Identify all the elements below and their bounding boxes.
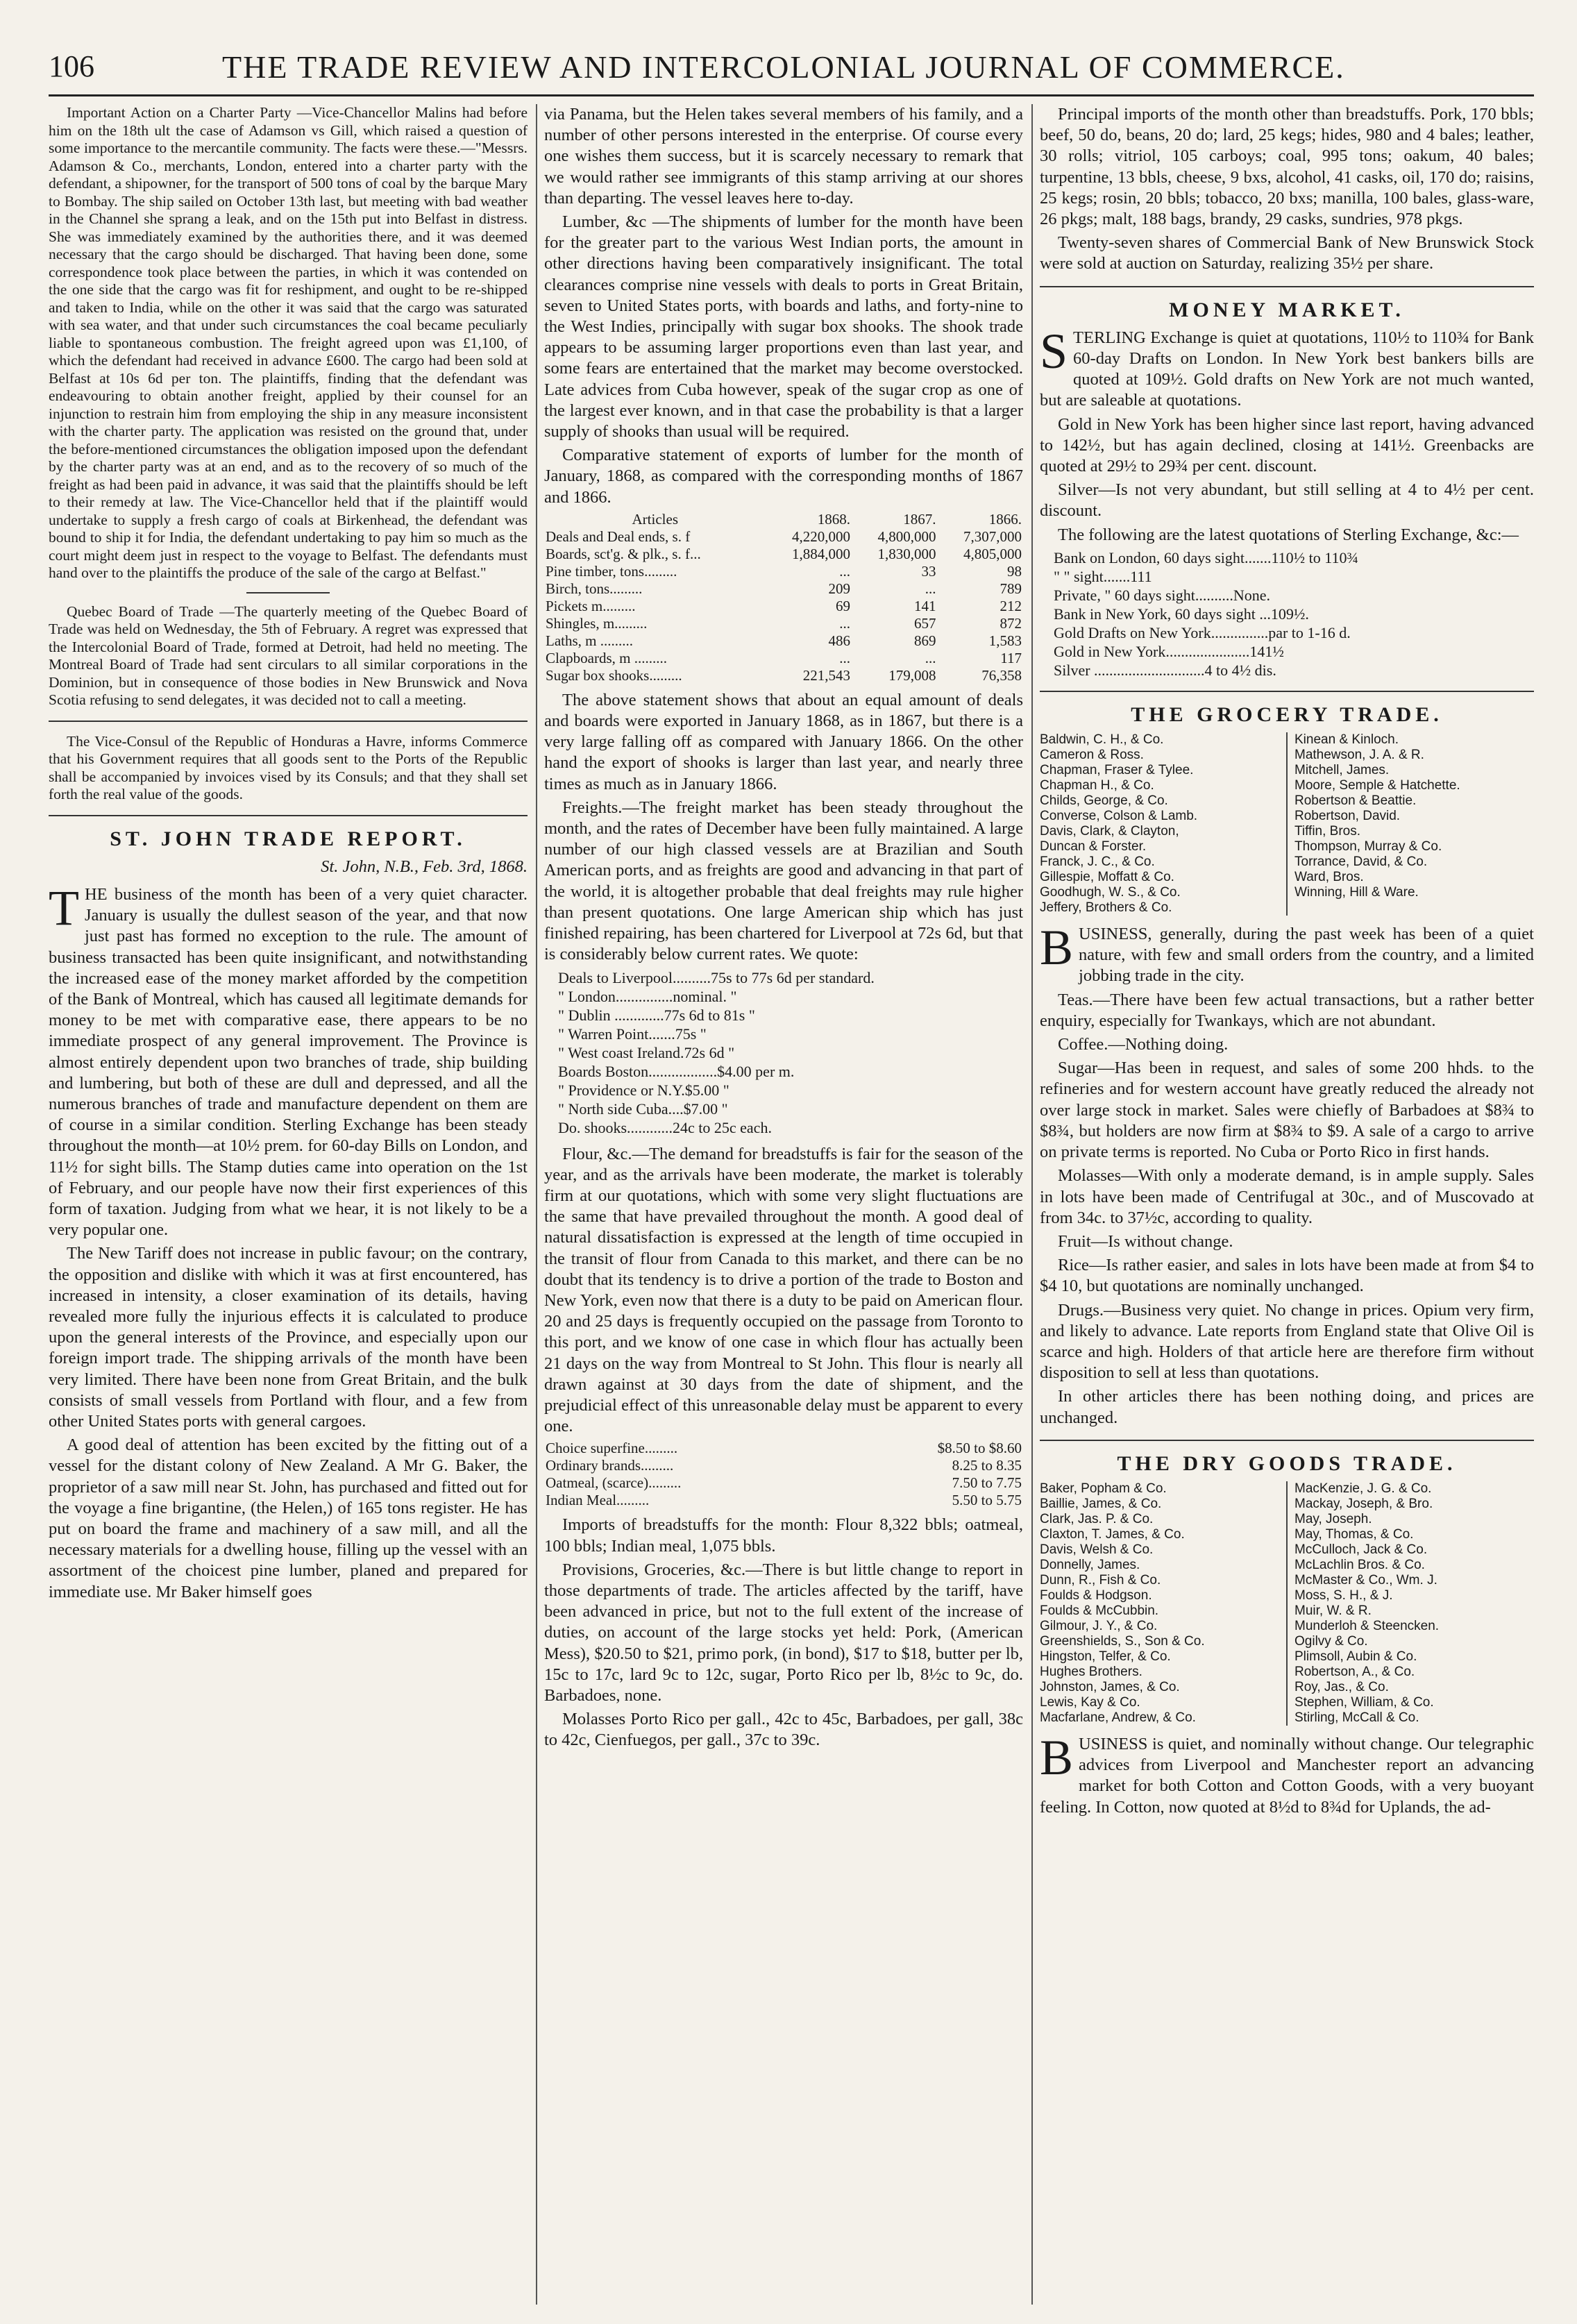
table-cell: 872	[1000, 614, 1022, 632]
st-john-para: The New Tariff does not increase in public favour; on the contrary, the opposition and dislike with which it was at first encountered, has increased in intensity, a closer examination of its details, having revealed more fully the injurious effects it is calculated to produce upon the general interests of the Province, and especially upon our foreign import trade. The shipping arrivals of the month have been very limited. There have been none from Great Britain, and the bulk consists of small vessels from Portland with flour, and a few from other United States ports with general cargoes.	[49, 1244, 528, 1431]
table-cell: 221,543	[802, 666, 851, 684]
table-row	[544, 1457, 1023, 1474]
flour-prices-table	[544, 1440, 1023, 1509]
table-header: 1866.	[988, 510, 1022, 528]
drop-cap: S	[1040, 323, 1068, 379]
table-cell: ...	[839, 649, 851, 666]
firm-name: Robertson & Beattie.	[1295, 793, 1417, 809]
st-john-text: HE business of the month has been of a very quiet character. January is usually the dullest season of the year, and that now just past has formed no exception to the rule. The amount of business transacted has been quite insignificant, and notwithstanding the increased ease of the money market afforded by the competition of the Bank of Montreal, which has caused all legitimate demands for money to be met with comparative ease, there appears to be no immediate prospect of any general improvement. The Province is almost entirely dependent upon two branches of trade, ship building and lumbering, but both of these are dull and depressed, and all the numerous branches of trade and manufacture dependent on them are of course in a similar condition. Sterling Exchange has been steady throughout the month—at 10½ prem. for 60-day Bills on London, and 11½ for sight bills. The Stamp duties came into operation on the 1st of February, and our people have now their first experiences of this form of taxation. Judging from what we hear, it is not likely to be a very popular one.	[49, 884, 528, 1240]
table-cell: 76,358	[981, 666, 1022, 684]
table-cell: Birch, tons.........	[546, 580, 643, 597]
table-cell: 7,307,000	[963, 528, 1022, 545]
journal-title: THE TRADE REVIEW AND INTERCOLONIAL JOURNAL OF COMMERCE.	[222, 49, 1345, 85]
lumber-statement-intro: Comparative statement of exports of lumber for the month of January, 1868, as compared with the corresponding months of 1867 and 1866.	[544, 446, 1023, 507]
firm-name: Foulds & Hodgson.	[1040, 1588, 1152, 1603]
firm-name: Mathewson, J. A. & R.	[1295, 748, 1424, 763]
firm-name: Baillie, James, & Co.	[1040, 1496, 1162, 1511]
firm-name: McLachlin Bros. & Co.	[1295, 1557, 1425, 1572]
firm-name: Chapman, Fraser & Tylee.	[1040, 763, 1194, 778]
table-cell: 8.25 to 8.35	[952, 1457, 1022, 1474]
drop-cap: T	[49, 879, 79, 936]
grocery-firms	[1040, 732, 1534, 916]
st-john-continued: via Panama, but the Helen takes several members of his family, and a number of other persons interested in the enterprise. Of course every one wishes them success, but it is scarcely necessary to remark that we would rather see immigrants of this stamp arriving at our shores than departing. The vessel leaves here to-day.	[544, 105, 1023, 208]
firm-name: McMaster & Co., Wm. J.	[1295, 1572, 1437, 1588]
grocery-para: Teas.—There have been few actual transactions, but a rather better enquiry, especially for Twankays, which are not abundant.	[1040, 990, 1534, 1030]
table-cell: Laths, m .........	[546, 632, 633, 649]
table-cell: 789	[1000, 580, 1022, 597]
firm-name: May, Thomas, & Co.	[1295, 1526, 1414, 1542]
table-cell: Clapboards, m .........	[546, 649, 667, 666]
divider	[1286, 1481, 1288, 1726]
firm-name: Hingston, Telfer, & Co.	[1040, 1649, 1171, 1664]
table-cell: Indian Meal.........	[546, 1492, 650, 1509]
firm-name: Claxton, T. James, & Co.	[1040, 1526, 1185, 1542]
column-rule	[1031, 104, 1033, 2305]
table-cell: 33	[921, 562, 936, 580]
principal-imports: Principal imports of the month other than breadstuffs. Pork, 170 bbls; beef, 50 do, beans, 20 do; lard, 25 kegs; hides, 980 and 4 bales; leather, 30 rolls; vitriol, 105 carboys; coal, 995 tons; oakum, 40 bales; turpentine, 13 bbls, cheese, 9 bxs, alcohol, 41 casks, oil, 170 do; raisins, 25 kegs; rosin, 20 bbls; tobacco, 20 bxs; manilla, 100 bales, glass-ware, 26 pkgs; malt, 188 bags, brandy, 29 casks, sundries, 978 pkgs.	[1040, 105, 1534, 229]
list-item: Bank in New York, 60 days sight ...109½.	[1054, 605, 1309, 623]
separator	[1040, 1440, 1534, 1441]
grocery-para: Coffee.—Nothing doing.	[1058, 1035, 1229, 1054]
list-item: Private, " 60 days sight..........None.	[1054, 586, 1271, 604]
bank-shares: Twenty-seven shares of Commercial Bank of New Brunswick Stock were sold at auction on Saturday, realizing 35½ per share.	[1040, 233, 1534, 273]
firm-name: Franck, J. C., & Co.	[1040, 854, 1155, 870]
drop-cap: B	[1040, 1729, 1074, 1785]
table-cell: ...	[925, 580, 936, 597]
table-cell: ...	[925, 649, 936, 666]
table-row	[544, 1492, 1023, 1509]
st-john-para: A good deal of attention has been excited by the fitting out of a vessel for the distant colony of New Zealand. A Mr G. Baker, the proprietor of a saw mill near St. John, has purchased and fitted out for the voyage a fine brigantine, (the Helen,) of 165 tons register. He has put on board the frame and machinery of a saw mill, and all the necessary materials for a dwelling house, filling up the vessel with an assortment of the choicest pine lumber, planed and prepared for immediate use. Mr Baker himself goes	[49, 1435, 528, 1601]
freight-quotes	[558, 968, 1023, 1137]
table-row	[544, 632, 1023, 650]
firm-list-right	[1295, 732, 1534, 916]
table-cell: 141	[914, 597, 936, 614]
firm-name: Jeffery, Brothers & Co.	[1040, 900, 1172, 916]
list-item: Boards Boston..................$4.00 per m.	[558, 1062, 795, 1080]
money-para: The following are the latest quotations of Sterling Exchange, &c:—	[1058, 525, 1519, 544]
table-cell: 212	[1000, 597, 1022, 614]
firm-name: Baldwin, C. H., & Co.	[1040, 732, 1164, 748]
table-cell: 209	[828, 580, 851, 597]
drop-cap: B	[1040, 920, 1074, 976]
lumber-para: Lumber, &c —The shipments of lumber for the month have been for the greater part to the various West Indian ports, the amount in other directions having been comparatively insignificant. The total clearances comprise nine vessels with deals to ports in Great Britain, seven to United States ports, with boards and laths, and forty-nine to the West Indies, principally with sugar box shooks. The shook trade appears to be assuming larger proportions even than last year, and some fears are entertained that the market may become overstocked. Late advices from Cuba however, speak of the sugar crop as one of the largest ever known, and in that case the probability is that a larger supply of shooks than usual will be required.	[544, 212, 1023, 441]
table-cell: 1,830,000	[877, 545, 936, 562]
list-item: " Dublin .............77s 6d to 81s "	[558, 1006, 755, 1024]
dry-goods-para	[1040, 1729, 1534, 1818]
table-cell: Shingles, m.........	[546, 614, 648, 632]
firm-name: Tiffin, Bros.	[1295, 824, 1361, 839]
table-row	[544, 667, 1023, 684]
table-row	[544, 1474, 1023, 1492]
table-cell: Choice superfine.........	[546, 1440, 678, 1457]
firm-name: MacKenzie, J. G. & Co.	[1295, 1481, 1432, 1496]
table-cell: Sugar box shooks.........	[546, 666, 682, 684]
table-cell: 486	[828, 632, 851, 649]
firm-name: Roy, Jas., & Co.	[1295, 1679, 1389, 1694]
divider	[1286, 732, 1288, 916]
separator	[49, 815, 528, 816]
column-middle	[544, 104, 1023, 2305]
table-row	[544, 528, 1023, 546]
table-row	[544, 546, 1023, 563]
table-cell: 4,805,000	[963, 545, 1022, 562]
freights-para: Freights.—The freight market has been steady throughout the month, and the rates of December have been fully maintained. A large number of our high classed vessels are at Brazilian and South American ports, and as freights are good and advancing in that part of the world, it is altogether probable that deal freights may rule higher than present quotations. One large American ship which has just finished repairing, has been chartered for Liverpool at 72s 6d, but that is considerably below current rates. We quote:	[544, 798, 1023, 964]
table-cell: 179,008	[888, 666, 936, 684]
firm-name: Moore, Semple & Hatchette.	[1295, 778, 1460, 793]
list-item: " London...............nominal. "	[558, 987, 737, 1005]
table-cell: Oatmeal, (scarce).........	[546, 1474, 682, 1492]
firm-name: Stirling, McCall & Co.	[1295, 1710, 1419, 1725]
section-heading-grocery: THE GROCERY TRADE.	[1131, 702, 1443, 726]
grocery-para: Molasses—With only a moderate demand, is in ample supply. Sales in lots have been made of Centrifugal at 30c., and of Muscovado at from 34c. to 37½c, according to quality.	[1040, 1166, 1534, 1227]
firm-name: Foulds & McCubbin.	[1040, 1603, 1159, 1618]
firm-name: Thompson, Murray & Co.	[1295, 839, 1442, 854]
firm-name: Moss, S. H., & J.	[1295, 1588, 1393, 1603]
table-row	[544, 650, 1023, 667]
money-text: TERLING Exchange is quiet at quotations, 110½ to 110¾ for Bank 60-day Drafts on London. In New York best bankers bills are quoted at 109½. Gold drafts on New York are not much wanted, but are saleable at quotations.	[1040, 328, 1534, 410]
firm-name: Davis, Clark, & Clayton,	[1040, 824, 1179, 839]
grocery-text: USINESS, generally, during the past week has been of a quiet nature, with few and small orders from the country, and a limited jobbing trade in the city.	[1079, 925, 1534, 986]
dry-goods-firms	[1040, 1481, 1534, 1726]
dateline: St. John, N.B., Feb. 3rd, 1868.	[321, 857, 528, 876]
dry-goods-text: USINESS is quiet, and nominally without change. Our telegraphic advices from Liverpool and Manchester report an advancing market for both Cotton and Cotton Goods, with a very buoyant feeling. In Cotton, now quoted at 8½d to 8¾d for Uplands, the ad-	[1040, 1734, 1534, 1817]
table-row	[544, 598, 1023, 615]
table-cell: $8.50 to $8.60	[937, 1440, 1022, 1457]
table-cell: 869	[914, 632, 936, 649]
list-item: Silver .............................4 to 4½ dis.	[1054, 661, 1276, 679]
list-item: Gold Drafts on New York...............par to 1-16 d.	[1054, 623, 1351, 641]
table-cell: Pine timber, tons.........	[546, 562, 677, 580]
section-heading-money-market: MONEY MARKET.	[1169, 298, 1405, 321]
table-cell: 1,583	[988, 632, 1022, 649]
firm-list-right	[1295, 1481, 1534, 1726]
firm-name: Gilmour, J. Y., & Co.	[1040, 1618, 1158, 1633]
table-header: 1868.	[817, 510, 851, 528]
grocery-para: Fruit—Is without change.	[1058, 1231, 1233, 1251]
firm-name: Torrance, David, & Co.	[1295, 854, 1428, 870]
page-header	[49, 43, 1534, 92]
firm-name: Winning, Hill & Ware.	[1295, 885, 1419, 900]
table-row	[544, 615, 1023, 632]
list-item: " North side Cuba....$7.00 "	[558, 1100, 728, 1118]
imports-para: Imports of breadstuffs for the month: Flour 8,322 bbls; oatmeal, 100 bbls; Indian meal, 1,075 bbls.	[544, 1515, 1023, 1556]
firm-name: Clark, Jas. P. & Co.	[1040, 1511, 1154, 1526]
list-item: Gold in New York......................141½	[1054, 642, 1284, 660]
table-header-row	[544, 511, 1023, 528]
firm-name: Lewis, Kay & Co.	[1040, 1694, 1140, 1710]
firm-list-left	[1040, 732, 1279, 916]
separator	[1040, 691, 1534, 692]
grocery-para: Rice—Is rather easier, and sales in lots have been made at from $4 to $4 10, but quotations are nominally unchanged.	[1040, 1256, 1534, 1296]
firm-name: Mitchell, James.	[1295, 763, 1390, 778]
firm-name: Kinean & Kinloch.	[1295, 732, 1399, 748]
firm-name: Converse, Colson & Lamb.	[1040, 809, 1198, 824]
firm-name: Hughes Brothers.	[1040, 1664, 1142, 1679]
molasses-para: Molasses Porto Rico per gall., 42c to 45c, Barbadoes, per gall, 38c to 42c, Cienfuegos, per gall., 37c to 39c.	[544, 1710, 1023, 1750]
exchange-quotes	[1054, 548, 1534, 680]
firm-name: Baker, Popham & Co.	[1040, 1481, 1167, 1496]
lumber-summary: The above statement shows that about an equal amount of deals and boards were exported in January 1868, as in 1867, but there is a very large falling off as compared with January 1866. On the other hand the export of shooks is larger than last year, and nearly three times as much as in January 1866.	[544, 690, 1023, 793]
table-cell: 5.50 to 5.75	[952, 1492, 1022, 1509]
list-item: Bank on London, 60 days sight.......110½ to 110¾	[1054, 548, 1358, 566]
firm-name: Macfarlane, Andrew, & Co.	[1040, 1710, 1196, 1725]
table-row	[544, 580, 1023, 598]
firm-name: Gillespie, Moffatt & Co.	[1040, 870, 1174, 885]
table-cell: Pickets m.........	[546, 597, 636, 614]
flour-para: Flour, &c.—The demand for breadstuffs is fair for the season of the year, and as the arrivals have been moderate, the market is tolerably firm at our quotations, which with some very slight fluctuations are the same that have prevailed throughout the month. A good deal of natural dissatisfaction is expressed at the length of time occupied in the transit of flour from Canada to this market, and there can be no doubt that its tendency is to drive a portion of the trade to Boston and New York, even now that there is a duty to be paid on American flour. 20 and 25 days is frequently occupied on the passage from Toronto to this port, and we know of one case in which flour has actually been 21 days on the way from Montreal to St John. This flour is nearly all drawn against at 30 days from the date of shipment, and the prejudicial effect of this unreasonable delay must be apparent to every one.	[544, 1144, 1023, 1436]
table-cell: 4,220,000	[792, 528, 851, 545]
table-cell: 98	[1007, 562, 1022, 580]
section-heading-st-john: ST. JOHN TRADE REPORT.	[110, 827, 466, 850]
table-row	[544, 563, 1023, 580]
header-rule	[49, 94, 1534, 96]
st-john-para	[49, 879, 528, 1240]
table-cell: 7.50 to 7.75	[952, 1474, 1022, 1492]
money-para	[1040, 323, 1534, 412]
article-charter-party: Important Action on a Charter Party —Vice-Chancellor Malins had before him on the 18th ult the case of Adamson vs Gill, which raised a question of some importance to the mercantile community. The facts were these.—"Messrs. Adamson & Co., merchants, London, entered into a charter party with the defendant, a shipowner, for the transport of 500 tons of coal by the barque Mary to Bombay. The ship sailed on October 13th last, but meeting with bad weather in the Channel she sprang a leak, and on the 15th put into Belfast in distress. She was immediately examined by the authorities there, and it was deemed necessary that the cargo should be discharged. That having been done, some correspondence took place between the parties, in which it was contended on the one side that the cargo was fit for reshipment, and ought to be re-shipped and taken to India, while on the other it was said that the cargo was saturated with sea water, and that under such circumstances the coal became peculiarly liable to spontaneous combustion. The freight agreed upon was £1,100, of which the defendant had received in advance £600. The cargo had been sold at Belfast at 10s 6d per ton. The plaintiffs, finding that the defendant was endeavouring to obtain another freight, applied by their counsel for an injunction to restrain him from employing the ship in any measure inconsistent with the charter party. The application was resisted on the ground that, under the before-mentioned circumstances the obligation imposed upon the defendant by the charter party was at an end, and as to the recovery of so much of the freight as had been paid in advance, it was said that the plaintiffs should be left to their remedy at law. The Vice-Chancellor held that if the plaintiff would undertake to supply a fresh cargo of coals at Birkenhead, the defendant was bound to ship it for India, the defendant undertaking to pay him so much as the court might deem just in respect to the voyage to Belfast. The defendants must hand over to the plaintiffs the produce of the sale of the cargo at Belfast."	[49, 104, 528, 581]
table-cell: 1,884,000	[792, 545, 851, 562]
firm-name: Robertson, A., & Co.	[1295, 1664, 1415, 1679]
column-right	[1040, 104, 1534, 2305]
table-cell: ...	[839, 614, 851, 632]
article-quebec-board: Quebec Board of Trade —The quarterly meeting of the Quebec Board of Trade was held on Wednesday, the 5th of February. A regret was expressed that the Intercolonial Board of Trade, formed at Detroit, had held no meeting. The Montreal Board of Trade had sent circulars to all similar corporations in the Dominion, but in consequence of those bodies in New Brunswick and Nova Scotia refusing to send delegates, it was decided not to call a meeting.	[49, 603, 528, 708]
column-rule	[536, 104, 537, 2305]
table-cell: 657	[914, 614, 936, 632]
money-para: Silver—Is not very abundant, but still selling at 4 to 4½ per cent. discount.	[1040, 480, 1534, 521]
firm-name: Cameron & Ross.	[1040, 748, 1144, 763]
separator	[1040, 286, 1534, 287]
firm-name: May, Joseph.	[1295, 1511, 1372, 1526]
firm-name: Donnelly, James.	[1040, 1557, 1140, 1572]
provisions-para: Provisions, Groceries, &c.—There is but little change to report in those departments of trade. The articles affected by the tariff, have been advanced in price, but not to the full extent of the increase of duties, on account of the large stocks yet held: Pork, (American Mess), $20.50 to $21, primo pork, (in bond), $17 to $18, butter per lb, 15c to 17c, lard 9c to 12c, sugar, Porto Rico per lb, 8½c to 9c, do. Barbadoes, none.	[544, 1560, 1023, 1705]
list-item: " West coast Ireland.72s 6d "	[558, 1043, 735, 1061]
grocery-para	[1040, 920, 1534, 987]
grocery-para: In other articles there has been nothing doing, and prices are unchanged.	[1040, 1387, 1534, 1427]
table-cell: 4,800,000	[877, 528, 936, 545]
table-cell: 117	[1000, 649, 1022, 666]
table-cell: ...	[839, 562, 851, 580]
firm-name: Stephen, William, & Co.	[1295, 1694, 1434, 1710]
firm-name: Goodhugh, W. S., & Co.	[1040, 885, 1181, 900]
table-cell: Ordinary brands.........	[546, 1457, 674, 1474]
firm-name: Plimsoll, Aubin & Co.	[1295, 1649, 1417, 1664]
table-cell: Deals and Deal ends, s. f	[546, 528, 691, 545]
firm-name: Greenshields, S., Son & Co.	[1040, 1633, 1205, 1649]
grocery-para: Drugs.—Business very quiet. No change in prices. Opium very firm, and likely to advance. Late reports from England state that Olive Oil is scarce and high. Holders of that article here are therefore firm without disposition to sell at less than quotations.	[1040, 1300, 1534, 1383]
table-header: 1867.	[903, 510, 936, 528]
firm-name: Johnston, James, & Co.	[1040, 1679, 1180, 1694]
firm-name: Ogilvy & Co.	[1295, 1633, 1368, 1649]
firm-name: Dunn, R., Fish & Co.	[1040, 1572, 1161, 1588]
table-row	[544, 1440, 1023, 1457]
list-item: " Providence or N.Y.$5.00 "	[558, 1081, 730, 1099]
firm-name: Robertson, David.	[1295, 809, 1401, 824]
separator	[49, 721, 528, 722]
list-item: " " sight.......111	[1054, 567, 1152, 585]
firm-list-left	[1040, 1481, 1279, 1726]
money-para: Gold in New York has been higher since last report, having advanced to 142½, but has again declined, closing at 141½. Greenbacks are quoted at 29½ to 29¾ per cent. discount.	[1040, 414, 1534, 476]
column-left	[49, 104, 528, 2305]
list-item: " Warren Point.......75s "	[558, 1025, 707, 1043]
article-honduras: The Vice-Consul of the Republic of Honduras a Havre, informs Commerce that his Government requires that all goods sent to the Ports of the Republic shall be accompanied by invoices vised by its Consuls; and that they shall set forth the real value of the goods.	[49, 732, 528, 802]
list-item: Do. shooks............24c to 25c each.	[558, 1118, 772, 1136]
table-cell: 69	[836, 597, 851, 614]
grocery-para: Sugar—Has been in request, and sales of some 200 hhds. to the refineries and for western account have greatly reduced the already not over large stock in market. Sales were chiefly of Barbadoes at $8¾ to $8¾, but holders are now firm at $8¾ to $9. A sale of a cargo to arrive on private terms is reported. No Cuba or Porto Rico in first hands.	[1040, 1059, 1534, 1162]
table-cell: Boards, sct'g. & plk., s. f...	[546, 545, 701, 562]
separator	[246, 592, 330, 593]
firm-name: Duncan & Forster.	[1040, 839, 1147, 854]
lumber-exports-table	[544, 511, 1023, 684]
page-number: 106	[49, 49, 94, 83]
firm-name: Munderloh & Steencken.	[1295, 1618, 1440, 1633]
section-heading-dry-goods: THE DRY GOODS TRADE.	[1117, 1451, 1457, 1475]
list-item: Deals to Liverpool..........75s to 77s 6d per standard.	[558, 968, 875, 986]
firm-name: Chapman H., & Co.	[1040, 778, 1154, 793]
firm-name: Mackay, Joseph, & Bro.	[1295, 1496, 1433, 1511]
table-header: Articles	[632, 510, 678, 528]
firm-name: Davis, Welsh & Co.	[1040, 1542, 1154, 1557]
firm-name: Childs, George, & Co.	[1040, 793, 1168, 809]
firm-name: Ward, Bros.	[1295, 870, 1364, 885]
firm-name: McCulloch, Jack & Co.	[1295, 1542, 1428, 1557]
firm-name: Muir, W. & R.	[1295, 1603, 1372, 1618]
